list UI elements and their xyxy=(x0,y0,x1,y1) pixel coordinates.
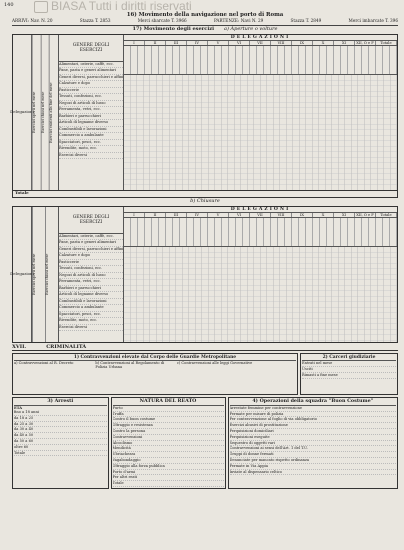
eta-row: fino a 18 anni xyxy=(14,410,107,416)
roman-col: Totale xyxy=(376,41,397,45)
natura-box xyxy=(111,397,226,489)
roman-col: I xyxy=(124,213,145,217)
roman-col: VI xyxy=(229,213,250,217)
eta-label: ETA xyxy=(14,405,23,410)
generi-row: Negozi di articoli di lusso xyxy=(59,101,123,108)
roman-col: III xyxy=(166,213,187,217)
generi-list-b xyxy=(59,234,123,332)
vertical-header-cell xyxy=(390,46,397,74)
squadra-row: Arrestate femmine per contravvenzione xyxy=(230,406,397,412)
arrivi-stazza: Stazza T. 2853 xyxy=(79,18,111,24)
squadra-row: Per contravvenzione al foglio di via obbligatorio xyxy=(230,417,397,423)
roman-col: V xyxy=(208,213,229,217)
arrivi-nav: ARRIVI: Nav. N. 20 xyxy=(12,18,53,24)
vertical-header-cell xyxy=(145,46,152,74)
delegazioni-grid-b xyxy=(124,207,397,342)
vertical-header-cell xyxy=(390,218,397,246)
generi-row: Pane, pasta e generi alimentari xyxy=(59,68,123,75)
generi-header-b: GENERE DEGLI ESERCIZI xyxy=(59,207,123,234)
vertical-header-cell xyxy=(180,218,187,246)
vertical-header-cell xyxy=(145,218,152,246)
roman-col: VIII xyxy=(271,41,292,45)
eta-row: da 18 a 25 xyxy=(14,416,107,422)
natura-row: Porto d'armi xyxy=(113,470,224,476)
vertical-header-cells xyxy=(124,46,397,75)
carceri-row: Usciti xyxy=(302,367,396,373)
vertical-header-cell xyxy=(166,218,173,246)
vertical-header-cell xyxy=(166,46,173,74)
squadra-title: 4) Operazioni della squadra "Buon Costume" xyxy=(230,399,397,406)
vertical-header-cell xyxy=(243,218,250,246)
vert-col-b2: Esercizi chiusi nel mese xyxy=(45,207,58,342)
generi-row: Ferramenta, vetri, ecc. xyxy=(59,279,123,286)
vertical-header-cell xyxy=(257,218,264,246)
biasa-logo-icon xyxy=(34,1,48,13)
vertical-header-cell xyxy=(194,46,201,74)
eta-row: oltre 60 xyxy=(14,445,107,451)
natura-row: Totale xyxy=(113,481,224,487)
generi-list xyxy=(59,62,123,160)
vertical-header-cell xyxy=(236,46,243,74)
carceri-row: Rimasti a fine mese xyxy=(302,373,396,379)
vertical-header-cell xyxy=(236,218,243,246)
roman-col: X xyxy=(313,41,334,45)
sub-b-title: b) Chiusure xyxy=(190,197,220,204)
roman-col: III xyxy=(166,41,187,45)
natura-row: Mendicità xyxy=(113,446,224,452)
eta-list xyxy=(14,410,107,456)
vertical-header-cell xyxy=(222,46,229,74)
vertical-header-cell xyxy=(320,46,327,74)
carceri-box xyxy=(300,353,398,395)
section-xvii-number: XVII. xyxy=(12,343,27,350)
vertical-header-cell xyxy=(194,218,201,246)
vertical-header-cell xyxy=(187,46,194,74)
vertical-header-cell xyxy=(327,218,334,246)
vertical-header-cell xyxy=(348,218,355,246)
roman-col: XI xyxy=(334,41,355,45)
roman-col: I xyxy=(124,41,145,45)
vertical-header-cell xyxy=(355,218,362,246)
vertical-header-cell xyxy=(285,218,292,246)
vertical-header-cell xyxy=(334,46,341,74)
roman-col: VII xyxy=(250,213,271,217)
vertical-header-cell xyxy=(215,46,222,74)
roman-col: II xyxy=(145,213,166,217)
natura-row: Furto xyxy=(113,406,224,412)
vertical-header-cell xyxy=(173,218,180,246)
vertical-header-cell xyxy=(152,218,159,246)
vertical-header-cell xyxy=(138,46,145,74)
watermark: BIASA Tutti i diritti riservati xyxy=(34,0,192,14)
generi-row: Spacciatori, pesci, ecc. xyxy=(59,140,123,147)
roman-col: VI xyxy=(229,41,250,45)
eta-row: da 30 a 40 xyxy=(14,427,107,433)
natura-row: Oltraggio e resistenza xyxy=(113,423,224,429)
vertical-header-cell xyxy=(257,46,264,74)
generi-row: Pane, pasta e generi alimentari xyxy=(59,240,123,247)
vertical-header-cell xyxy=(348,46,355,74)
vertical-header-cell xyxy=(271,46,278,74)
generi-row: Pasticcerie xyxy=(59,88,123,95)
eta-row: da 25 a 30 xyxy=(14,422,107,428)
squadra-row: Sequestro di oggetti vari xyxy=(230,441,397,447)
generi-row: Commercio a ambulante xyxy=(59,305,123,312)
carceri-title: 2) Carceri giudiziarie xyxy=(302,355,396,361)
partenze-stazza: Stazza T. 2849 xyxy=(290,18,322,24)
vertical-header-cell xyxy=(131,46,138,74)
generi-row: Tessuti, confezioni, ecc. xyxy=(59,266,123,273)
vertical-header-cell xyxy=(292,46,299,74)
squadra-row: Denunciate per mancato rispetto ordinanza xyxy=(230,458,397,464)
vertical-header-cell xyxy=(180,46,187,74)
vertical-header-cell xyxy=(306,46,313,74)
generi-row: Rivendite, moto, ecc. xyxy=(59,146,123,153)
arrivi-merci: Merci sbarcate T. 3966 xyxy=(137,18,187,24)
squadra-row: Contravvenzioni ai sensi dell'Art. 1 del T.U. xyxy=(230,446,397,452)
natura-list xyxy=(113,406,224,487)
grid-body-b xyxy=(124,247,397,342)
vertical-header-cell xyxy=(229,46,236,74)
vertical-header-cell xyxy=(320,218,327,246)
roman-col: VII xyxy=(250,41,271,45)
vertical-header-cell xyxy=(250,218,257,246)
vertical-header-cell xyxy=(208,46,215,74)
vertical-header-cell xyxy=(334,218,341,246)
vertical-header-cell xyxy=(299,46,306,74)
natura-row: Contro il buon costume xyxy=(113,417,224,423)
roman-col: VIII xyxy=(271,213,292,217)
generi-row: Calzature e dopo xyxy=(59,81,123,88)
partenze-merci: Merci imbarcate T. 396 xyxy=(348,18,398,24)
vertical-header-cell xyxy=(313,218,320,246)
natura-row: Ubriachezza xyxy=(113,452,224,458)
squadra-row: Inviate al dispensario celtico xyxy=(230,470,397,476)
vertical-header-cell xyxy=(341,218,348,246)
roman-col: IV xyxy=(187,213,208,217)
generi-row: Generi diversi, parrucchieri e affini xyxy=(59,75,123,82)
generi-row: Commercio a ambulante xyxy=(59,133,123,140)
delegazioni-grid xyxy=(124,35,397,190)
vertical-header-cell xyxy=(376,46,383,74)
generi-row: Esercizi diversi xyxy=(59,153,123,160)
generi-row: Barbieri e parrucchieri xyxy=(59,286,123,293)
vertical-header-cell xyxy=(201,218,208,246)
vertical-header-cell xyxy=(222,218,229,246)
generi-row: Esercizi diversi xyxy=(59,325,123,332)
generi-header: GENERE DEGLI ESERCIZI xyxy=(59,35,123,62)
generi-row: Rivendite, moto, ecc. xyxy=(59,318,123,325)
roman-col: XII, O e F xyxy=(355,41,376,45)
sub-a-title: a) Aperture o volture xyxy=(223,26,278,33)
eta-row: Totale xyxy=(14,451,107,457)
natura-row: Truffa xyxy=(113,412,224,418)
vertical-cols-b xyxy=(32,207,59,342)
vertical-header-cell xyxy=(285,46,292,74)
generi-row: Generi diversi, parrucchieri e affini xyxy=(59,247,123,254)
squadra-list xyxy=(230,406,397,476)
generi-row: Combustibili e lavorazioni xyxy=(59,127,123,134)
natura-row: Vagabondaggio xyxy=(113,458,224,464)
navigation-row xyxy=(12,18,398,26)
vertical-header-cells-b xyxy=(124,218,397,247)
generi-row: Articoli di legname diverso xyxy=(59,120,123,127)
vertical-header-cell xyxy=(131,218,138,246)
vertical-header-cell xyxy=(383,46,390,74)
roman-col: IX xyxy=(292,41,313,45)
contravvenzioni-area xyxy=(12,353,398,395)
partenze-navi: PARTENZE: Navi N. 29 xyxy=(213,18,264,24)
vertical-header-cell xyxy=(159,218,166,246)
roman-col: IV xyxy=(187,41,208,45)
vertical-header-cell xyxy=(355,46,362,74)
generi-row: Ferramenta, vetri, ecc. xyxy=(59,107,123,114)
contravvenzioni-title: 1) Contravvenzioni elevate dal Corpo delle Guardie Metropolitane xyxy=(14,355,296,361)
vertical-header-cell xyxy=(159,46,166,74)
eta-row: da 50 a 60 xyxy=(14,439,107,445)
squadra-box xyxy=(228,397,399,489)
squadra-row: Fermate per misure di polizia xyxy=(230,412,397,418)
vertical-header-cell xyxy=(306,218,313,246)
natura-row: Alcoolismo xyxy=(113,441,224,447)
generi-row: Combustibili e lavorazioni xyxy=(59,299,123,306)
squadra-row: Perquisizioni domiciliari xyxy=(230,429,397,435)
roman-col: XII, O e F xyxy=(355,213,376,217)
squadra-row: Gruppi di donne fermati xyxy=(230,452,397,458)
vert-col-1: Esercizi aperti nel mese xyxy=(32,35,41,190)
vertical-cols xyxy=(32,35,59,190)
roman-col: Totale xyxy=(376,213,397,217)
vert-col-b1: Esercizi aperti nel mese xyxy=(32,207,45,342)
vert-col-2: Esercizi chiusi nel mese xyxy=(41,35,50,190)
vertical-header-cell xyxy=(278,46,285,74)
natura-row: Contro la persona xyxy=(113,429,224,435)
vertical-header-cell xyxy=(229,218,236,246)
table-chiusure xyxy=(12,206,398,343)
vertical-header-cell xyxy=(124,46,131,74)
vertical-header-cell xyxy=(362,46,369,74)
carceri-row: Entrati nel mese xyxy=(302,361,396,367)
col-delegazioni-b: Delegazioni xyxy=(13,207,32,342)
vertical-header-cell xyxy=(264,46,271,74)
section-xvii-title: CRIMINALITÀ xyxy=(46,343,87,350)
vertical-header-cell xyxy=(362,218,369,246)
squadra-row: Fermate in Via Appia xyxy=(230,464,397,470)
contravv-col-a: a) Contravvenzioni al R. Decreto xyxy=(14,361,74,366)
contravvenzioni-box xyxy=(12,353,298,395)
generi-row: Barbieri e parrucchieri xyxy=(59,114,123,121)
roman-col: XI xyxy=(334,213,355,217)
natura-row: Per altri reati xyxy=(113,475,224,481)
roman-col: X xyxy=(313,213,334,217)
section-17-title: 17) Movimento degli esercizi xyxy=(132,26,214,33)
generi-row: Alimentari, osterie, caffè, ecc. xyxy=(59,234,123,241)
generi-row: Articoli di legname diverso xyxy=(59,292,123,299)
squadra-row: Perquisizioni eseguite xyxy=(230,435,397,441)
vertical-header-cell xyxy=(299,218,306,246)
natura-row: Oltraggio alla forza pubblica xyxy=(113,464,224,470)
generi-row: Spacciatori, pesci, ecc. xyxy=(59,312,123,319)
section-xvii-heading xyxy=(12,345,398,352)
vertical-header-cell xyxy=(173,46,180,74)
vertical-header-cell xyxy=(250,46,257,74)
section-17-heading xyxy=(12,26,398,34)
natura-title: NATURA DEL REATO xyxy=(113,399,224,406)
vertical-header-cell xyxy=(327,46,334,74)
vertical-header-cell xyxy=(369,46,376,74)
vertical-header-cell xyxy=(215,218,222,246)
natura-row: Contravvenzioni xyxy=(113,435,224,441)
contravv-col-b: b) Contravvenzioni al Regolamento di Polizia Urbana xyxy=(95,361,165,370)
vertical-header-cell xyxy=(341,46,348,74)
generi-row: Pasticcerie xyxy=(59,260,123,267)
arresti-area xyxy=(12,397,398,489)
eta-row: da 40 a 50 xyxy=(14,433,107,439)
vertical-header-cell xyxy=(138,218,145,246)
vertical-header-cell xyxy=(243,46,250,74)
vertical-header-cell xyxy=(201,46,208,74)
totale-row: Totale xyxy=(12,191,398,198)
eta-box xyxy=(12,397,109,489)
vertical-header-cell xyxy=(208,218,215,246)
roman-col: II xyxy=(145,41,166,45)
vertical-header-cell xyxy=(313,46,320,74)
delegazioni-header: DELEGAZIONI xyxy=(124,35,397,41)
vertical-header-cell xyxy=(152,46,159,74)
generi-row: Alimentari, osterie, caffè, ecc. xyxy=(59,62,123,69)
contravv-col-c: c) Contravvenzioni alle leggi Governative xyxy=(176,361,253,366)
roman-col: IX xyxy=(292,213,313,217)
col-delegazioni: Delegazioni xyxy=(13,35,32,190)
page-number: 140 xyxy=(4,2,14,8)
sub-b-heading xyxy=(12,198,398,206)
squadra-row: Esercizi abusivi di prostituzione xyxy=(230,423,397,429)
vertical-header-cell xyxy=(383,218,390,246)
table-aperture xyxy=(12,34,398,191)
vertical-header-cell xyxy=(292,218,299,246)
vert-col-3: Esercizi esistenti alla fine del mese xyxy=(49,35,58,190)
roman-col: V xyxy=(208,41,229,45)
vertical-header-cell xyxy=(278,218,285,246)
arresti-title: 3) Arresti xyxy=(14,399,107,406)
grid-body xyxy=(124,75,397,190)
vertical-header-cell xyxy=(187,218,194,246)
generi-column xyxy=(59,35,124,190)
generi-row: Tessuti, confezioni, ecc. xyxy=(59,94,123,101)
vertical-header-cell xyxy=(376,218,383,246)
section-16-title: 16) Movimento della navigazione nel porto di Roma xyxy=(126,12,284,18)
vertical-header-cell xyxy=(124,218,131,246)
generi-row: Calzature e dopo xyxy=(59,253,123,260)
vertical-header-cell xyxy=(271,218,278,246)
carceri-list xyxy=(302,361,396,378)
generi-row: Negozi di articoli di lusso xyxy=(59,273,123,280)
vertical-header-cell xyxy=(264,218,271,246)
vertical-header-cell xyxy=(369,218,376,246)
generi-column-b xyxy=(59,207,124,342)
delegazioni-header-b: DELEGAZIONI xyxy=(124,207,397,213)
